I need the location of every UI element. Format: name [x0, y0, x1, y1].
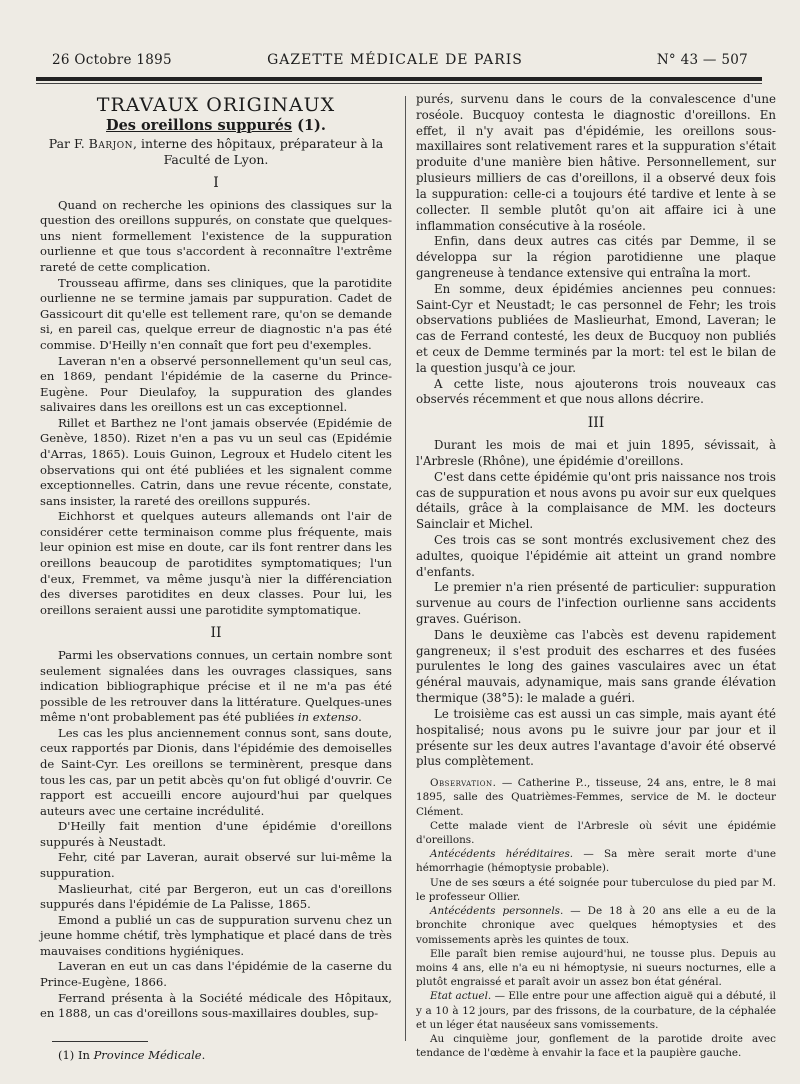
paragraph: C'est dans cette épidémie qu'ont pris naissance nos trois cas de suppuration et nous avons pu avoir sur eux quelques détails, grâce à la complaisance de MM. les docteurs Sainclair et Michel. [416, 469, 776, 532]
paragraph: purés, survenu dans le cours de la convalescence d'une roséole. Bucquoy contesta le diagnostic d'oreillons. En effet, il n'y avait pas d'épidémie, les oreillons sous-maxillaires sont relativement rares et la suppuration s'était produite d'une manière bien hâtive. Personnellement, sur plusieurs milliers de cas d'oreillons, il a observé deux fois la suppuration: celle-ci a toujours été tardive et lente à se collecter. Il semble plutôt qu'on ait affaire ici à une inflammation consécutive à la roséole. [416, 92, 776, 233]
paragraph [416, 847, 776, 875]
paragraph: Elle paraît bien remise aujourd'hui, ne tousse plus. Depuis au moins 4 ans, elle n'a eu ni hémoptysie, ni sueurs nocturnes, elle a plutôt engraissé et paraît avoir un assez bon état général. [416, 947, 776, 989]
page-header [30, 50, 760, 72]
paragraph: Laveran n'en a observé personnellement qu'un seul cas, en 1869, pendant l'épidémie de la caserne du Prince-Eugène. Pour Dieulafoy, la suppuration des glandes salivaires dans les oreillons est un cas exceptionnel. [40, 353, 392, 415]
paragraph: D'Heilly fait mention d'une épidémie d'oreillons suppurés à Neustadt. [40, 819, 392, 849]
subheading-label: Etat actuel. [430, 990, 492, 1003]
paragraph: Laveran en eut un cas dans l'épidémie de la caserne du Prince-Eugène, 1866. [40, 959, 392, 990]
paragraph-text: Parmi les observations connues, un certain nombre sont seulement signalées dans les ouvrages classiques, sans indication bibliographique précise et il ne m'a pas été possible de les retrouver dans la littérature. Quelques-unes même n'ont probablement pas été publiées [40, 647, 392, 725]
paragraph: Emond a publié un cas de suppuration survenu chez un jeune homme chétif, très lymphatique et placé dans de très mauvaises conditions hygiéniques. [40, 912, 392, 958]
paragraph [416, 989, 776, 1032]
case-observation [416, 776, 776, 1060]
paragraph: Dans le deuxième cas l'abcès est devenu rapidement gangreneux; il s'est produit des escharres et des fusées purulentes le long des gaines vasculaires avec un état général mauvais, adynamique, mais sans grande élévation thermique (38°5): le malade a guéri. [416, 627, 776, 706]
part-number-i: I [213, 175, 219, 192]
paragraph: Le troisième cas est aussi un cas simple, mais ayant été hospitalisé; nous avons pu le suivre jour par jour et il présente sur les deux autres l'avantage d'avoir été observé plus complètement. [416, 706, 776, 769]
byline-prefix: Par F. [48, 136, 89, 152]
paragraph: Au cinquième jour, gonflement de la parotide droite avec tendance de l'œdème à envahir la face et la paupière gauche. [416, 1033, 776, 1060]
paragraph: Durant les mois de mai et juin 1895, sévissait, à l'Arbresle (Rhône), une épidémie d'oreillons. [416, 438, 776, 468]
paragraph [416, 904, 776, 947]
subheading-label: Antécédents héréditaires. [430, 848, 574, 861]
header-rule-thin [36, 83, 762, 84]
footnote-mark: (1) In [58, 1048, 94, 1062]
paragraph: Ferrand présenta à la Société médicale des Hôpitaux, en 1888, un cas d'oreillons sous-maxillaires doubles, sup- [40, 990, 392, 1021]
paragraph: Ces trois cas se sont montrés exclusivement chez des adultes, quoique l'épidémie ait atteint un grand nombre d'enfants. [416, 532, 776, 579]
section-heading: TRAVAUX ORIGINAUX [96, 94, 336, 116]
subheading-label: Antécédents personnels. [430, 905, 564, 918]
right-column [416, 92, 776, 1061]
observation-text: — Catherine P.., tisseuse, 24 ans, entre, le 8 mai 1895, salle des Quatrièmes-Femmes, service de M. le docteur Clément. [416, 777, 776, 818]
observation-label: Observation. [430, 777, 497, 790]
paragraph: Trousseau affirme, dans ses cliniques, que la parotidite ourlienne ne se termine jamais par suppuration. Cadet de Gassicourt dit qu'elle est tellement rare, qu'on se demande si, en pareil cas, quelque erreur de diagnostic n'a pas été commise. D'Heilly n'en connaît que fort peu d'exemples. [40, 275, 392, 352]
column-divider [405, 96, 406, 1041]
byline [40, 136, 392, 168]
left-column [40, 92, 392, 1022]
paragraph [40, 648, 392, 726]
journal-title: GAZETTE MÉDICALE DE PARIS [267, 52, 523, 68]
article-title-text: Des oreillons suppurés [106, 116, 293, 134]
paragraph-text: — Sa mère serait morte d'une hémorrhagie (hémoptysie probable). [416, 848, 776, 875]
article-title [40, 118, 392, 134]
italic-term: in extenso [297, 710, 359, 725]
issue-date: 26 Octobre 1895 [52, 52, 172, 68]
footnote [58, 1048, 205, 1062]
footnote-rule [52, 1041, 148, 1042]
paragraph: Cette malade vient de l'Arbresle où sévit une épidémie d'oreillons. [416, 819, 776, 846]
footnote-source: Province Médicale [93, 1048, 202, 1062]
paragraph-text: — Elle entre pour une affection aiguë qui a débuté, il y a 10 à 12 jours, par des frissons, de la courbature, de la céphalée et un léger état nauséeux sans vomissements. [416, 990, 776, 1031]
paragraph-text: — De 18 à 20 ans elle a eu de la bronchite chronique avec quelques hémoptysies et des vomissements après les quintes de toux. [416, 905, 777, 946]
paragraph: Une de ses sœurs a été soignée pour tuberculose du pied par M. le professeur Ollier. [416, 876, 776, 903]
paragraph: Rillet et Barthez ne l'ont jamais observée (Epidémie de Genève, 1850). Rizet n'en a pas vu un seul cas (Epidémie d'Arras, 1865). Louis Guinon, Legroux et Hudelo citent les observations qui ont été publiées et les signalent comme exceptionnelles. Catrin, dans une revue récente, constate, sans insister, la rareté des oreillons suppurés. [40, 415, 392, 508]
author-name: Barjon [88, 136, 133, 152]
header-rule-thick [36, 77, 762, 81]
paragraph: Le premier n'a rien présenté de particulier: suppuration survenue au cours de l'infection ourlienne sans accidents graves. Guérison. [416, 580, 776, 626]
paragraph: En somme, deux épidémies anciennes peu connues: Saint-Cyr et Neustadt; le cas personnel de Fehr; les trois observations publiées de Maslieurhat, Emond, Laveran; le cas de Ferrand contesté, les deux de Bucquoy non publiés et ceux de Demme terminés par la mort: tel est le bilan de la question jusqu'à ce jour. [416, 281, 776, 375]
paragraph: Fehr, cité par Laveran, aurait observé sur lui-même la suppuration. [40, 850, 392, 881]
part-number-ii: II [210, 625, 222, 642]
paragraph: Les cas les plus anciennement connus sont, sans doute, ceux rapportés par Dionis, dans l'épidémie des demoiselles de Saint-Cyr. Les oreillons se terminèrent, presque dans tous les cas, par un petit abcès qu'on fut obligé d'ouvrir. Ce rapport est accueilli encore aujourd'hui par quelques auteurs avec une certaine incrédulité. [40, 725, 392, 818]
paragraph: Maslieurhat, cité par Bergeron, eut un cas d'oreillons suppurés dans l'épidémie de La Palisse, 1865. [40, 881, 392, 912]
paragraph: A cette liste, nous ajouterons trois nouveaux cas observés récemment et que nous allons décrire. [416, 376, 776, 407]
paragraph-end: . [358, 710, 362, 725]
article-title-note: (1). [292, 116, 326, 134]
observation-intro [416, 776, 776, 819]
paragraph: Enfin, dans deux autres cas cités par Demme, il se développa sur la région parotidienne une plaque gangreneuse à tendance extensive qui entraîna la mort. [416, 234, 776, 280]
part-number-iii: III [587, 415, 605, 432]
paragraph: Quand on recherche les opinions des classiques sur la question des oreillons suppurés, on constate que quelques-uns nient formellement l'existence de la suppuration ourlienne et que tous s'accordent à reconnaître l'extrême rareté de cette complication. [40, 197, 392, 275]
paragraph: Eichhorst et quelques auteurs allemands ont l'air de considérer cette terminaison comme plus fréquente, mais leur opinion est mise en doute, car ils font rentrer dans les oreillons beaucoup de parotidites symptomatiques; l'un d'eux, Fremmet, va même jusqu'à nier la différenciation des diverses parotidites en deux classes. Pour lui, les oreillons seraient aussi une parotidite symptomatique. [40, 509, 392, 617]
issue-page-number: N° 43 — 507 [656, 52, 748, 68]
footnote-end: . [201, 1048, 206, 1062]
byline-affiliation: , interne des hôpitaux, préparateur à la Faculté de Lyon. [133, 136, 384, 168]
